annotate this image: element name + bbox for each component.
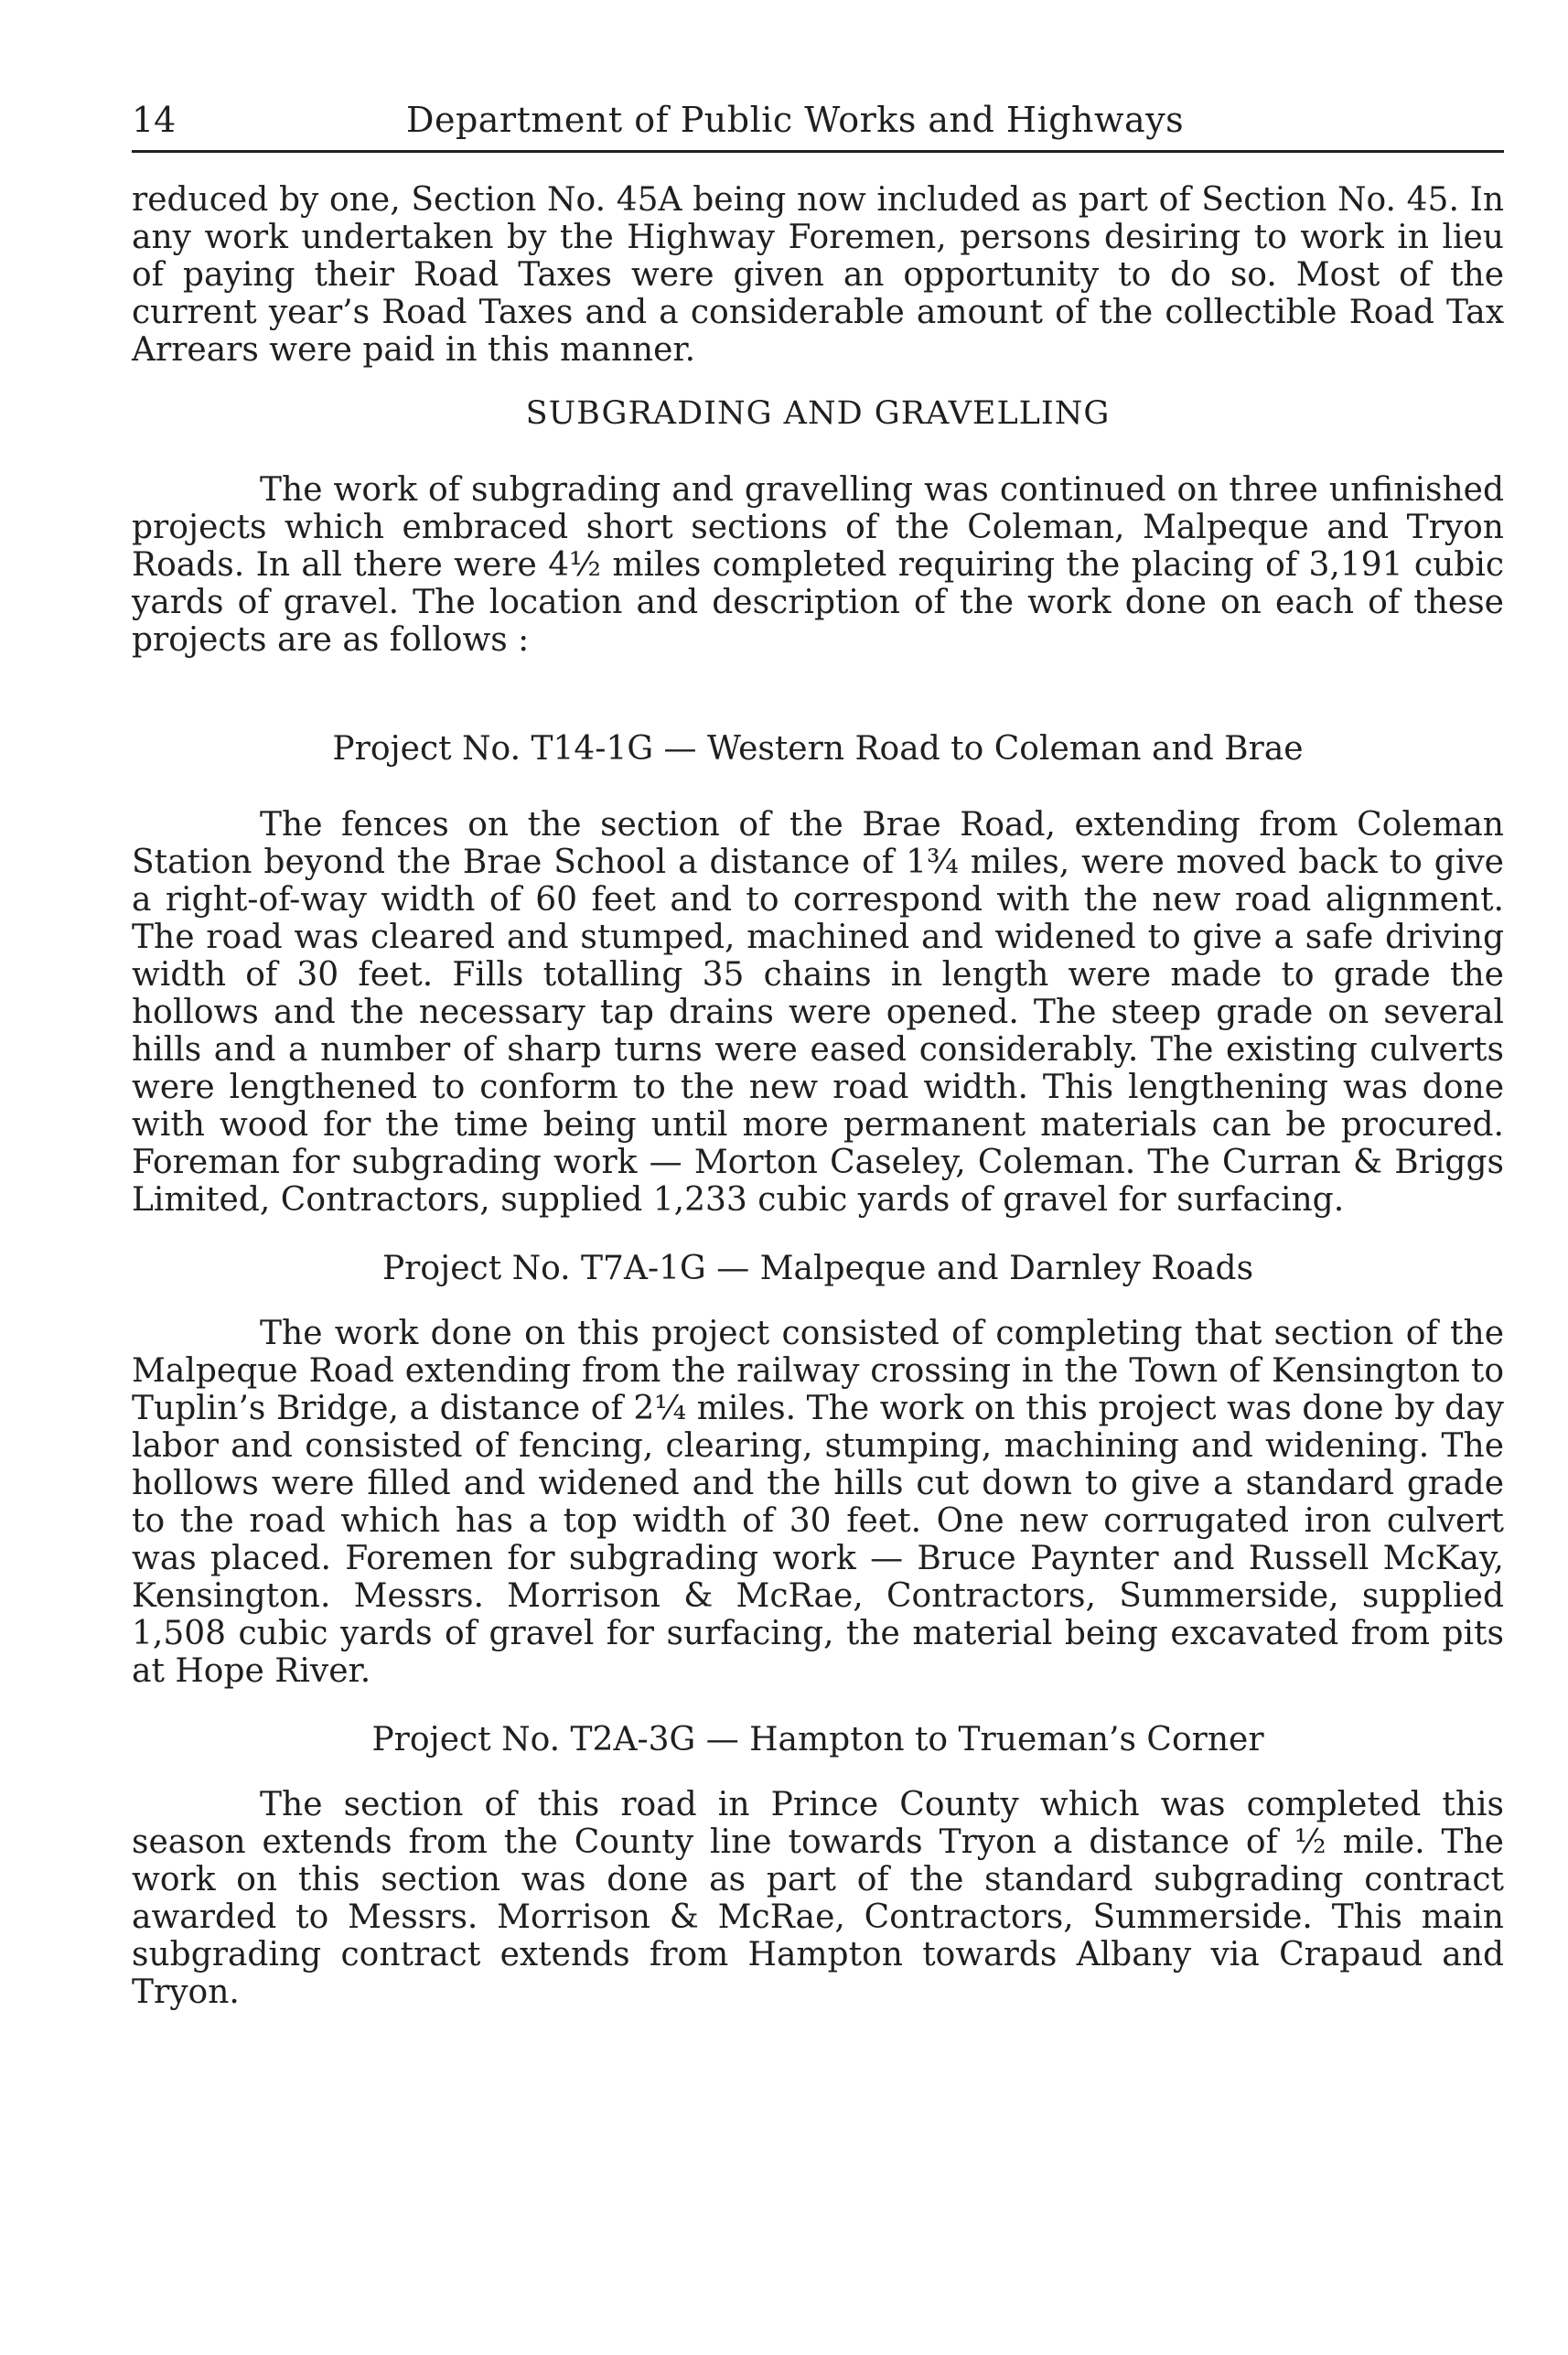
section-heading: SUBGRADING AND GRAVELLING: [525, 395, 1111, 432]
project-heading-t7a: Project No. T7A-1G — Malpeque and Darnley Roads: [381, 1250, 1254, 1287]
running-head: Department of Public Works and Highways: [406, 100, 1185, 140]
page-header: [132, 90, 1504, 153]
project-heading-t2a: Project No. T2A-3G — Hampton to Trueman’s Corner: [371, 1721, 1264, 1758]
paragraph-intro: reduced by one, Section No. 45A being now included as part of Section No. 45. In any work undertaken by the Highway Foremen, persons desiring to work in lieu of paying their Road Taxes were given an opportunity to do so. Most of the current year’s Road Taxes and a considerable amount of the collectible Road Tax Arrears were paid in this manner.: [132, 181, 1504, 369]
project-heading-t14: Project No. T14-1G — Western Road to Coleman and Brae: [332, 730, 1304, 768]
paragraph-project-t2a: The section of this road in Prince County which was completed this season extends from the County line towards Tryon a distance of ½ mile. The work on this section was done as part of the standard subgrading contract awarded to Messrs. Morrison & McRae, Contractors, Summerside. This main subgrading contract extends from Hampton towards Albany via Crapaud and Tryon.: [132, 1786, 1504, 2011]
page-number: 14: [132, 100, 177, 140]
body-text: [132, 181, 1504, 2011]
paragraph-section-intro: The work of subgrading and gravelling was continued on three unfinished projects which embraced short sections of the Coleman, Malpeque and Tryon Roads. In all there were 4½ miles completed requiring the placing of 3,191 cubic yards of gravel. The location and description of the work done on each of these projects are as follows :: [132, 471, 1504, 659]
paragraph-project-t7a: The work done on this project consisted of completing that section of the Malpeque Road extending from the railway crossing in the Town of Kensington to Tuplin’s Bridge, a distance of 2¼ miles. The work on this project was done by day labor and consisted of fencing, clearing, stumping, machining and widening. The hollows were filled and widened and the hills cut down to give a standard grade to the road which has a top width of 30 feet. One new corrugated iron culvert was placed. Foremen for subgrading work — Bruce Paynter and Russell McKay, Kensington. Messrs. Morrison & McRae, Contractors, Summerside, supplied 1,508 cubic yards of gravel for surfacing, the material being excavated from pits at Hope River.: [132, 1315, 1504, 1690]
paragraph-project-t14: The fences on the section of the Brae Road, extending from Coleman Station beyond the Brae School a distance of 1¾ miles, were moved back to give a right-of-way width of 60 feet and to correspond with the new road alignment. The road was cleared and stumped, machined and widened to give a safe driving width of 30 feet. Fills totalling 35 chains in length were made to grade the hollows and the necessary tap drains were opened. The steep grade on several hills and a number of sharp turns were eased considerably. The existing culverts were lengthened to conform to the new road width. This lengthening was done with wood for the time being until more permanent materials can be procured. Foreman for subgrading work — Morton Caseley, Coleman. The Curran & Briggs Limited, Contractors, supplied 1,233 cubic yards of gravel for surfacing.: [132, 806, 1504, 1219]
